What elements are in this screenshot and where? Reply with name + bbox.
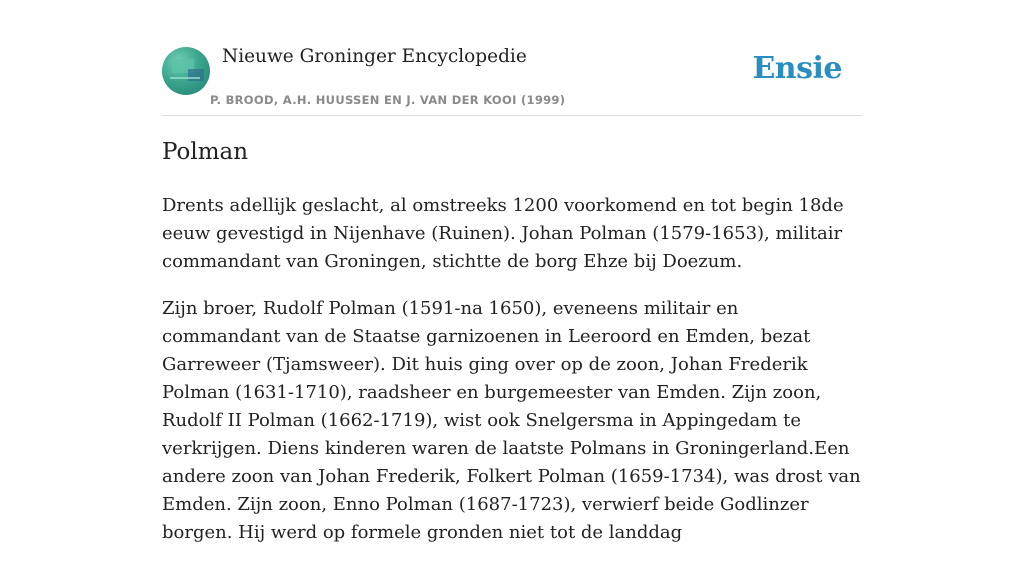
article-body [162,192,862,566]
book-cover-image[interactable] [162,47,210,95]
cover-graphic [188,69,204,81]
cover-graphic [170,77,200,79]
article-paragraph: Zijn broer, Rudolf Polman (1591-na 1650), eveneens militair en commandant van de Staatse garnizoenen in Leeroord en Emden, bezat Garreweer (Tjamsweer). Dit huis ging over op de zoon, Johan Frederik Polman (1631-1710), raadsheer en burgemeester van Emden. Zijn zoon, Rudolf II Polman (1662-1719), wist ook Snelgersma in Appingedam te verkrijgen. Diens kinderen waren de laatste Polmans in Groningerland.Een andere zoon van Johan Frederik, Folkert Polman (1659-1734), was drost van Emden. Zijn zoon, Enno Polman (1687-1723), verwierf beide Godlinzer borgen. Hij werd op formele gronden niet tot de landdag [162,298,861,543]
book-authors: P. BROOD, A.H. HUUSSEN EN J. VAN DER KOOI (1999) [210,93,566,107]
article-paragraph: Drents adellijk geslacht, al omstreeks 1200 voorkomend en tot begin 18de eeuw gevestigd in Nijenhave (Ruinen). Johan Polman (1579-1653), militair commandant van Groningen, stichtte de borg Ehze bij Doezum. [162,195,844,272]
book-title-link[interactable]: Nieuwe Groninger Encyclopedie [222,46,527,67]
book-header [162,45,862,116]
article-title: Polman [162,139,249,165]
ensie-logo-link[interactable]: Ensie [752,51,842,86]
